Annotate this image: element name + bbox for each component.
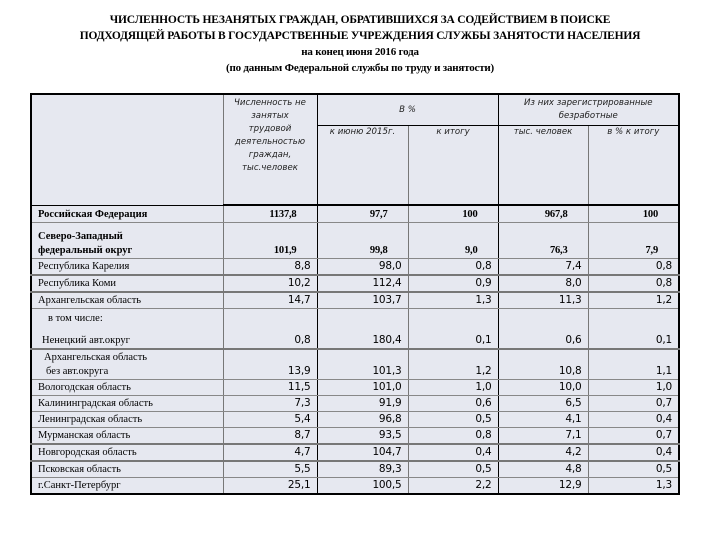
- cell-june2015: 101,3: [317, 349, 408, 379]
- cell-to-total: 0,8: [408, 427, 498, 444]
- header-row-1: [31, 94, 679, 126]
- table-row-vologda: [31, 379, 679, 395]
- cell-total: 8,8: [223, 258, 317, 275]
- cell-total: 10,2: [223, 275, 317, 292]
- document-title: [0, 12, 720, 76]
- cell-registered: 7,1: [498, 427, 588, 444]
- row-name: Ленинградская область: [31, 411, 223, 427]
- cell-total: 5,5: [223, 461, 317, 478]
- title-line-1: ЧИСЛЕННОСТЬ НЕЗАНЯТЫХ ГРАЖДАН, ОБРАТИВШИХСЯ ЗА СОДЕЙСТВИЕМ В ПОИСКЕ: [109, 14, 611, 26]
- header-to-total: к итогу: [408, 126, 498, 206]
- cell-total: 13,9: [223, 349, 317, 379]
- cell-total: 7,3: [223, 395, 317, 411]
- cell-registered-pct: 1,2: [588, 292, 679, 309]
- row-name-line-1: Архангельская область: [44, 351, 148, 363]
- header-thousand-people: тыс. человек: [498, 126, 588, 206]
- title-line-2: ПОДХОДЯЩЕЙ РАБОТЫ В ГОСУДАРСТВЕННЫЕ УЧРЕЖДЕНИЯ СЛУЖБЫ ЗАНЯТОСТИ НАСЕЛЕНИЯ: [79, 30, 641, 42]
- row-name-line-1: Северо-Западный: [38, 230, 123, 242]
- cell-registered: 76,3: [498, 222, 588, 258]
- row-name: Калининградская область: [31, 395, 223, 411]
- cell-registered: 11,3: [498, 292, 588, 309]
- cell-to-total: 0,4: [408, 444, 498, 461]
- cell-registered-pct: 100: [588, 205, 679, 222]
- table-row-st-petersburg: [31, 477, 679, 494]
- cell-june2015: 89,3: [317, 461, 408, 478]
- row-name: Псковская область: [31, 461, 223, 478]
- header-percent-of-total: в % к итогу: [588, 126, 679, 206]
- row-name: [31, 222, 223, 258]
- cell-total: 0,8: [223, 308, 317, 349]
- cell-registered: 10,0: [498, 379, 588, 395]
- cell-june2015: 98,0: [317, 258, 408, 275]
- row-name: Новгородская область: [31, 444, 223, 461]
- cell-total: 4,7: [223, 444, 317, 461]
- table-row-komi: [31, 275, 679, 292]
- cell-registered-pct: 1,1: [588, 349, 679, 379]
- row-name: Мурманская область: [31, 427, 223, 444]
- cell-registered-pct: 0,7: [588, 427, 679, 444]
- header-corner: [31, 94, 223, 205]
- cell-june2015: 104,7: [317, 444, 408, 461]
- cell-june2015: 112,4: [317, 275, 408, 292]
- cell-to-total: 0,6: [408, 395, 498, 411]
- row-name: Архангельская область: [31, 292, 223, 309]
- cell-total: 25,1: [223, 477, 317, 494]
- cell-registered-pct: 0,4: [588, 444, 679, 461]
- row-name-line-2: федеральный округ: [38, 244, 133, 256]
- cell-total: 11,5: [223, 379, 317, 395]
- cell-registered-pct: 0,1: [588, 308, 679, 349]
- cell-total: 5,4: [223, 411, 317, 427]
- cell-to-total: 0,5: [408, 411, 498, 427]
- table-row-arkhangelsk: [31, 292, 679, 309]
- cell-registered: 967,8: [498, 205, 588, 222]
- cell-registered-pct: 0,5: [588, 461, 679, 478]
- row-name: Республика Карелия: [31, 258, 223, 275]
- cell-to-total: 0,8: [408, 258, 498, 275]
- cell-to-total: 2,2: [408, 477, 498, 494]
- cell-total: 8,7: [223, 427, 317, 444]
- table-row-nenets: [31, 308, 679, 349]
- cell-registered: 7,4: [498, 258, 588, 275]
- cell-registered: 10,8: [498, 349, 588, 379]
- row-name-line-2: без авт.округа: [46, 365, 109, 377]
- cell-registered-pct: 0,4: [588, 411, 679, 427]
- cell-june2015: 180,4: [317, 308, 408, 349]
- header-total-unemployed: Численность не занятых трудовой деятельностью граждан, тыс.человек: [223, 94, 317, 205]
- row-name-spacer: [38, 326, 217, 334]
- table-row-nw-district: [31, 222, 679, 258]
- cell-total: 1137,8: [223, 205, 317, 222]
- table-row-leningrad: [31, 411, 679, 427]
- row-name: г.Санкт-Петербург: [31, 477, 223, 494]
- cell-registered: 6,5: [498, 395, 588, 411]
- cell-registered: 4,8: [498, 461, 588, 478]
- cell-total: 101,9: [223, 222, 317, 258]
- row-name-line-1: в том числе:: [48, 313, 103, 324]
- table-row-murmansk: [31, 427, 679, 444]
- row-name: [31, 349, 223, 379]
- cell-registered: 0,6: [498, 308, 588, 349]
- cell-june2015: 91,9: [317, 395, 408, 411]
- cell-registered: 4,1: [498, 411, 588, 427]
- cell-to-total: 100: [408, 205, 498, 222]
- cell-registered-pct: 0,8: [588, 258, 679, 275]
- table-row-arkhangelsk-excl: [31, 349, 679, 379]
- cell-registered-pct: 0,8: [588, 275, 679, 292]
- cell-registered-pct: 0,7: [588, 395, 679, 411]
- table-row-karelia: [31, 258, 679, 275]
- header-group-registered: Из них зарегистрированные безработные: [498, 94, 679, 126]
- cell-to-total: 1,3: [408, 292, 498, 309]
- cell-june2015: 100,5: [317, 477, 408, 494]
- cell-registered-pct: 1,0: [588, 379, 679, 395]
- cell-june2015: 97,7: [317, 205, 408, 222]
- cell-to-total: 1,2: [408, 349, 498, 379]
- title-date: на конец июня 2016 года: [301, 46, 419, 58]
- cell-june2015: 93,5: [317, 427, 408, 444]
- table-row-russia: [31, 205, 679, 222]
- cell-june2015: 103,7: [317, 292, 408, 309]
- row-name: Российская Федерация: [31, 205, 223, 222]
- table-row-kaliningrad: [31, 395, 679, 411]
- unemployment-table: [30, 93, 680, 495]
- row-name: Вологодская область: [31, 379, 223, 395]
- cell-registered-pct: 7,9: [588, 222, 679, 258]
- table-row-pskov: [31, 461, 679, 478]
- cell-to-total: 0,9: [408, 275, 498, 292]
- cell-june2015: 96,8: [317, 411, 408, 427]
- cell-total: 14,7: [223, 292, 317, 309]
- header-to-june-2015: к июню 2015г.: [317, 126, 408, 206]
- header-group-percent: В %: [317, 94, 498, 126]
- cell-to-total: 0,1: [408, 308, 498, 349]
- cell-registered: 8,0: [498, 275, 588, 292]
- row-name: [31, 308, 223, 349]
- title-source: (по данным Федеральной службы по труду и занятости): [225, 62, 495, 74]
- cell-registered-pct: 1,3: [588, 477, 679, 494]
- table-row-novgorod: [31, 444, 679, 461]
- row-name-line-2: Ненецкий авт.округ: [42, 335, 130, 346]
- cell-june2015: 99,8: [317, 222, 408, 258]
- cell-registered: 4,2: [498, 444, 588, 461]
- cell-june2015: 101,0: [317, 379, 408, 395]
- cell-to-total: 0,5: [408, 461, 498, 478]
- cell-registered: 12,9: [498, 477, 588, 494]
- row-name: Республика Коми: [31, 275, 223, 292]
- cell-to-total: 9,0: [408, 222, 498, 258]
- cell-to-total: 1,0: [408, 379, 498, 395]
